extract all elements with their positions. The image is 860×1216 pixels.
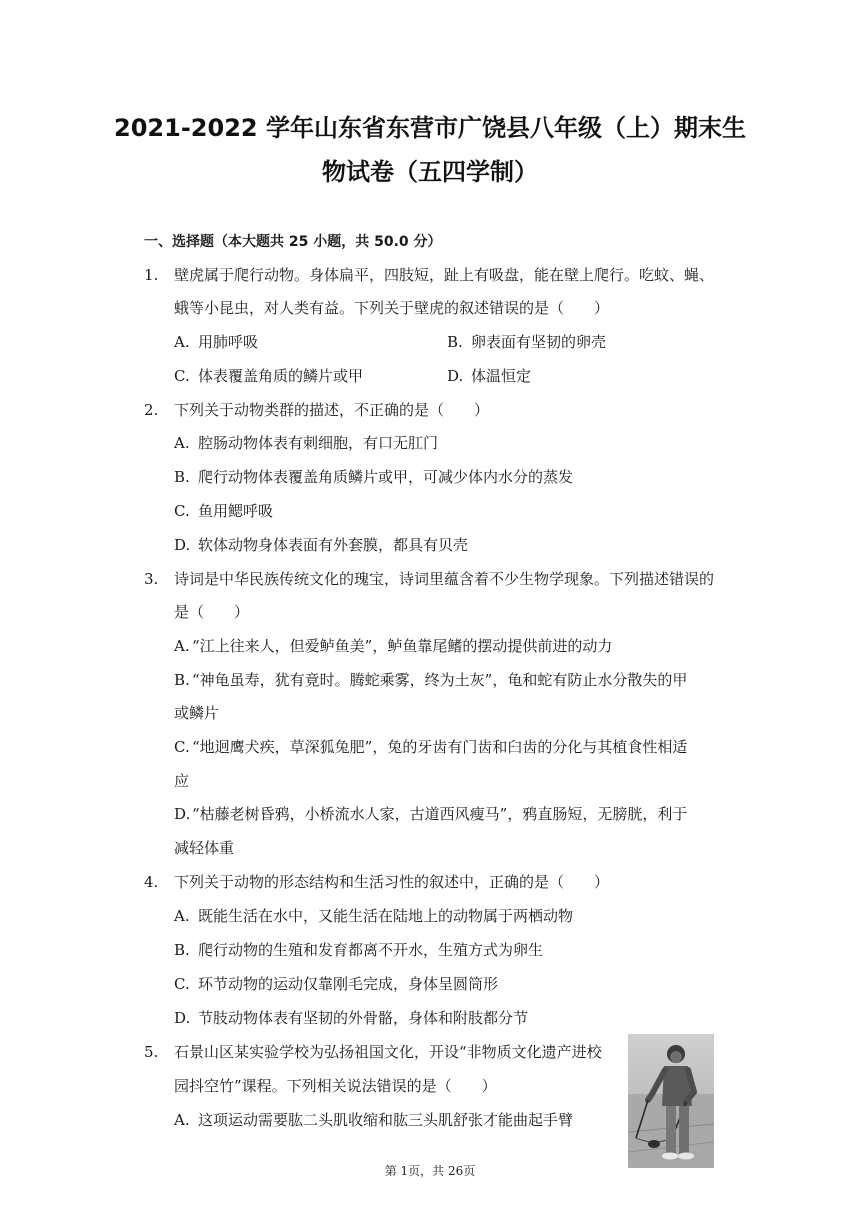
option-letter: C. <box>174 367 190 385</box>
question-stem: 石景山区某实验学校为弘扬祖国文化，开设“非物质文化遗产进校 <box>174 1043 602 1061</box>
option-text: “神龟虽寿，犹有竟时。腾蛇乘雾，终为土灰”，龟和蛇有防止水分散失的甲 <box>192 671 688 689</box>
option-text: 用肺呼吸 <box>198 333 259 351</box>
option-text: “枯藤老树昏鸦，小桥流水人家，古道西风瘦马”，鸦直肠短，无膀胱，利于 <box>192 805 688 823</box>
option-letter: C. <box>174 975 190 993</box>
option-letter: A. <box>174 907 190 925</box>
option-text: “地迥鹰犬疾，草深狐兔肥”，兔的牙齿有门齿和臼齿的分化与其植食性相适 <box>192 738 688 756</box>
option-letter: C. <box>174 502 190 520</box>
option-letter: D. <box>174 536 191 554</box>
option-letter: D. <box>174 1009 191 1027</box>
page-footer: 第 1页，共 26页 <box>384 1164 476 1178</box>
question-number: 3. <box>144 570 159 588</box>
option-text: 软体动物身体表面有外套膜，都具有贝壳 <box>198 536 469 554</box>
option-letter: B. <box>174 941 190 959</box>
question-stem: 下列关于动物的形态结构和生活习性的叙述中，正确的是（ ） <box>174 873 610 891</box>
question-number: 2. <box>144 401 159 419</box>
option-letter: A. <box>174 333 190 351</box>
question-stem: 下列关于动物类群的描述，不正确的是（ ） <box>174 401 490 419</box>
option-text: 爬行动物的生殖和发育都离不开水，生殖方式为卵生 <box>198 941 544 959</box>
option-text: 鱼用鳃呼吸 <box>198 502 274 520</box>
option-letter: B. <box>447 333 463 351</box>
option-text: “江上往来人，但爱鲈鱼美”，鲈鱼靠尾鳍的摆动提供前进的动力 <box>192 637 613 655</box>
question-number: 5. <box>144 1043 159 1061</box>
option-text-continued: 减轻体重 <box>174 839 235 857</box>
option-letter: A. <box>174 1111 190 1129</box>
question-stem: 是（ ） <box>174 603 250 621</box>
section-heading: 一、选择题（本大题共 25 小题，共 50.0 分） <box>144 234 442 250</box>
diabolo-player-photo <box>628 1034 714 1168</box>
exam-title-line2: 物试卷（五四学制） <box>322 158 538 186</box>
option-text: 卵表面有坚韧的卵壳 <box>471 333 607 351</box>
option-text-continued: 应 <box>174 772 190 790</box>
question-stem: 诗词是中华民族传统文化的瑰宝，诗词里蕴含着不少生物学现象。下列描述错误的 <box>174 570 715 588</box>
option-letter: D. <box>174 805 191 823</box>
option-text: 爬行动物体表覆盖角质鳞片或甲，可减少体内水分的蒸发 <box>198 468 574 486</box>
option-letter: C. <box>174 738 190 756</box>
option-text-continued: 或鳞片 <box>174 704 220 722</box>
option-letter: B. <box>174 468 190 486</box>
question-number: 1. <box>144 266 159 284</box>
question-stem: 壁虎属于爬行动物。身体扁平，四肢短，趾上有吸盘，能在壁上爬行。吃蚊、蝇、 <box>174 266 715 284</box>
option-text: 环节动物的运动仅靠刚毛完成，身体呈圆筒形 <box>198 975 499 993</box>
option-text: 体温恒定 <box>471 367 532 385</box>
question-stem: 蛾等小昆虫，对人类有益。下列关于壁虎的叙述错误的是（ ） <box>174 299 610 317</box>
option-text: 既能生活在水中，又能生活在陆地上的动物属于两栖动物 <box>198 907 574 925</box>
question-stem: 园抖空竹”课程。下列相关说法错误的是（ ） <box>174 1077 497 1095</box>
option-text: 这项运动需要肱二头肌收缩和肱三头肌舒张才能曲起手臂 <box>198 1111 574 1129</box>
option-letter: D. <box>447 367 464 385</box>
option-text: 腔肠动物体表有刺细胞，有口无肛门 <box>198 434 439 452</box>
question-number: 4. <box>144 873 159 891</box>
option-letter: B. <box>174 671 190 689</box>
exam-title-line1: 2021-2022 学年山东省东营市广饶县八年级（上）期末生 <box>114 114 746 142</box>
option-letter: A. <box>174 434 190 452</box>
option-text: 节肢动物体表有坚韧的外骨骼，身体和附肢都分节 <box>198 1009 529 1027</box>
option-text: 体表覆盖角质的鳞片或甲 <box>198 367 364 385</box>
option-letter: A. <box>174 637 190 655</box>
